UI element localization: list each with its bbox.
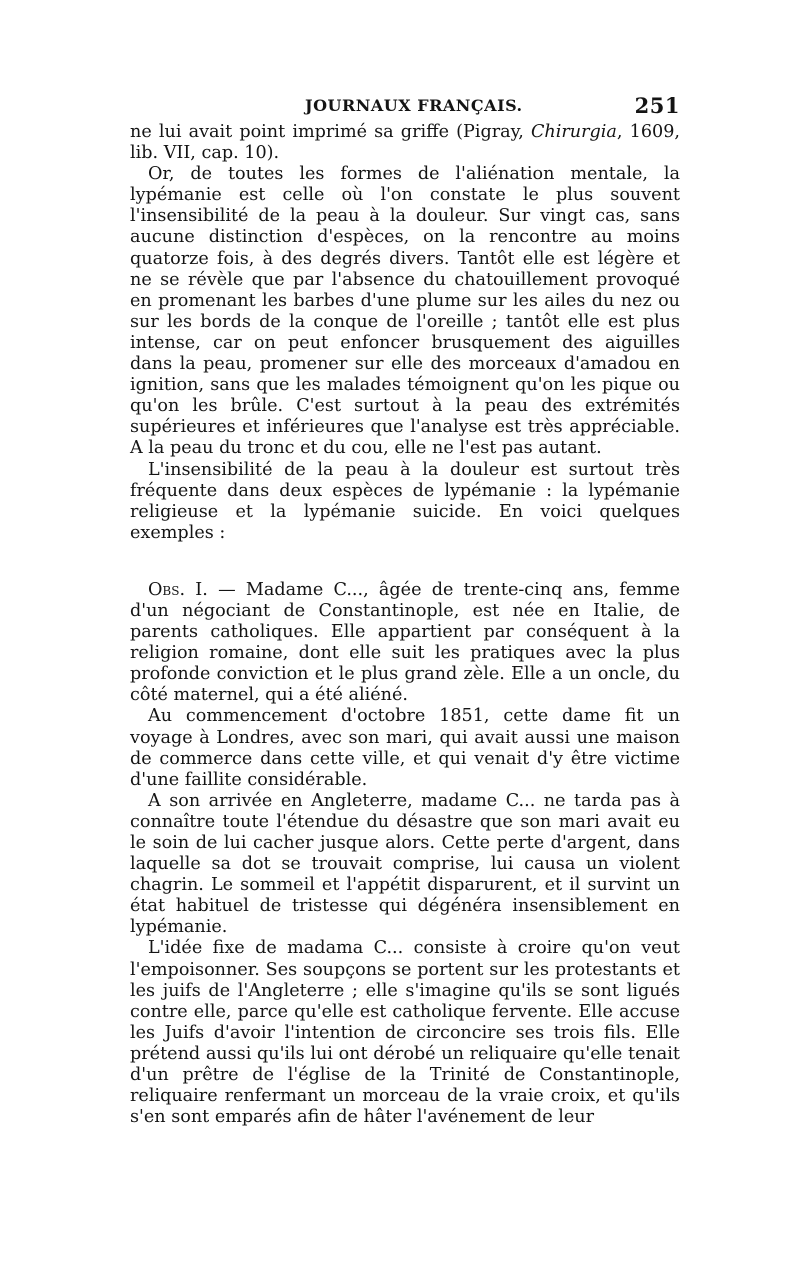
paragraph-london-voyage: Au commencement d'octobre 1851, cette dame fit un voyage à Londres, avec son mari, qui avait aussi une maison de commerce dans cette ville, et qui venait d'y être victime d'une faillite considérable. — [130, 706, 680, 790]
paragraph-fixed-idea: L'idée fixe de madama C... consiste à croire qu'on veut l'empoisonner. Ses soupçons se portent sur les protestants et les juifs de l'Angleterre ; elle s'imagine qu'ils se sont ligués contre elle, parce qu'elle est catholique fervente. Elle accuse les Juifs d'avoir l'intention de circoncire ses trois fils. Elle prétend aussi qu'ils lui ont dérobé un reliquaire qu'elle tenait d'un prêtre de l'église de la Trinité de Constantinople, reliquaire renfermant un morceau de la vraie croix, et qu'ils s'en sont emparés afin de hâter l'avénement de leur — [130, 938, 680, 1128]
italic-title: Chirurgia — [530, 122, 617, 142]
page-number: 251 — [634, 93, 680, 118]
paragraph-lypemanie-insensibility: Or, de toutes les formes de l'aliénation mentale, la lypémanie est celle où l'on constate le plus souvent l'insensibilité de la peau à la douleur. Sur vingt cas, sans aucune distinction d'espèces, on la rencontre au moins quatorze fois, à des degrés divers. Tantôt elle est légère et ne se révèle que par l'absence du chatouillement provoqué en promenant les barbes d'une plume sur les ailes du nez ou sur les bords de la conque de l'oreille ; tantôt elle est plus intense, car on peut enfoncer brusquement des aiguilles dans la peau, promener sur elle des morceaux d'amadou en ignition, sans que les malades témoignent qu'on les pique ou qu'on les brûle. C'est surtout à la peau des extrémités supérieures et inférieures que l'analyse est très appréciable. A la peau du tronc et du cou, elle ne l'est pas autant. — [130, 164, 680, 459]
paragraph-examples-intro: L'insensibilité de la peau à la douleur est surtout très fréquente dans deux espèces de lypémanie : la lypémanie religieuse et la lypémanie suicide. En voici quelques exemples : — [130, 459, 680, 543]
paragraph-continuation — [130, 122, 680, 164]
paragraph-observation-1 — [130, 580, 680, 707]
book-page — [130, 93, 680, 1128]
running-head — [130, 93, 680, 122]
text-segment: , 1609, lib. VII, cap. 10). — [130, 122, 680, 164]
text-segment: ne lui avait point imprimé sa griffe (Pigray, — [130, 122, 531, 142]
text-segment: — Madame C..., âgée de trente-cinq ans, femme d'un négociant de Constantinople, est née en Italie, de parents catholiques. Elle appartient par conséquent à la religion romaine, dont elle suit les pratiques avec la plus profonde conviction et le plus grand zèle. Elle a un oncle, du côté maternel, qui a été aliéné. — [130, 579, 680, 706]
body-text — [130, 122, 680, 1128]
observation-label: Obs. I. — [148, 579, 208, 600]
paragraph-arrival-england: A son arrivée en Angleterre, madame C... ne tarda pas à connaître toute l'étendue du désastre que son mari avait eu le soin de lui cacher jusque alors. Cette perte d'argent, dans laquelle sa dot se trouvait comprise, lui causa un violent chagrin. Le sommeil et l'appétit disparurent, et il survint un état habituel de tristesse qui dégénéra insensiblement en lypémanie. — [130, 790, 680, 938]
running-title: JOURNAUX FRANÇAIS. — [305, 96, 523, 115]
